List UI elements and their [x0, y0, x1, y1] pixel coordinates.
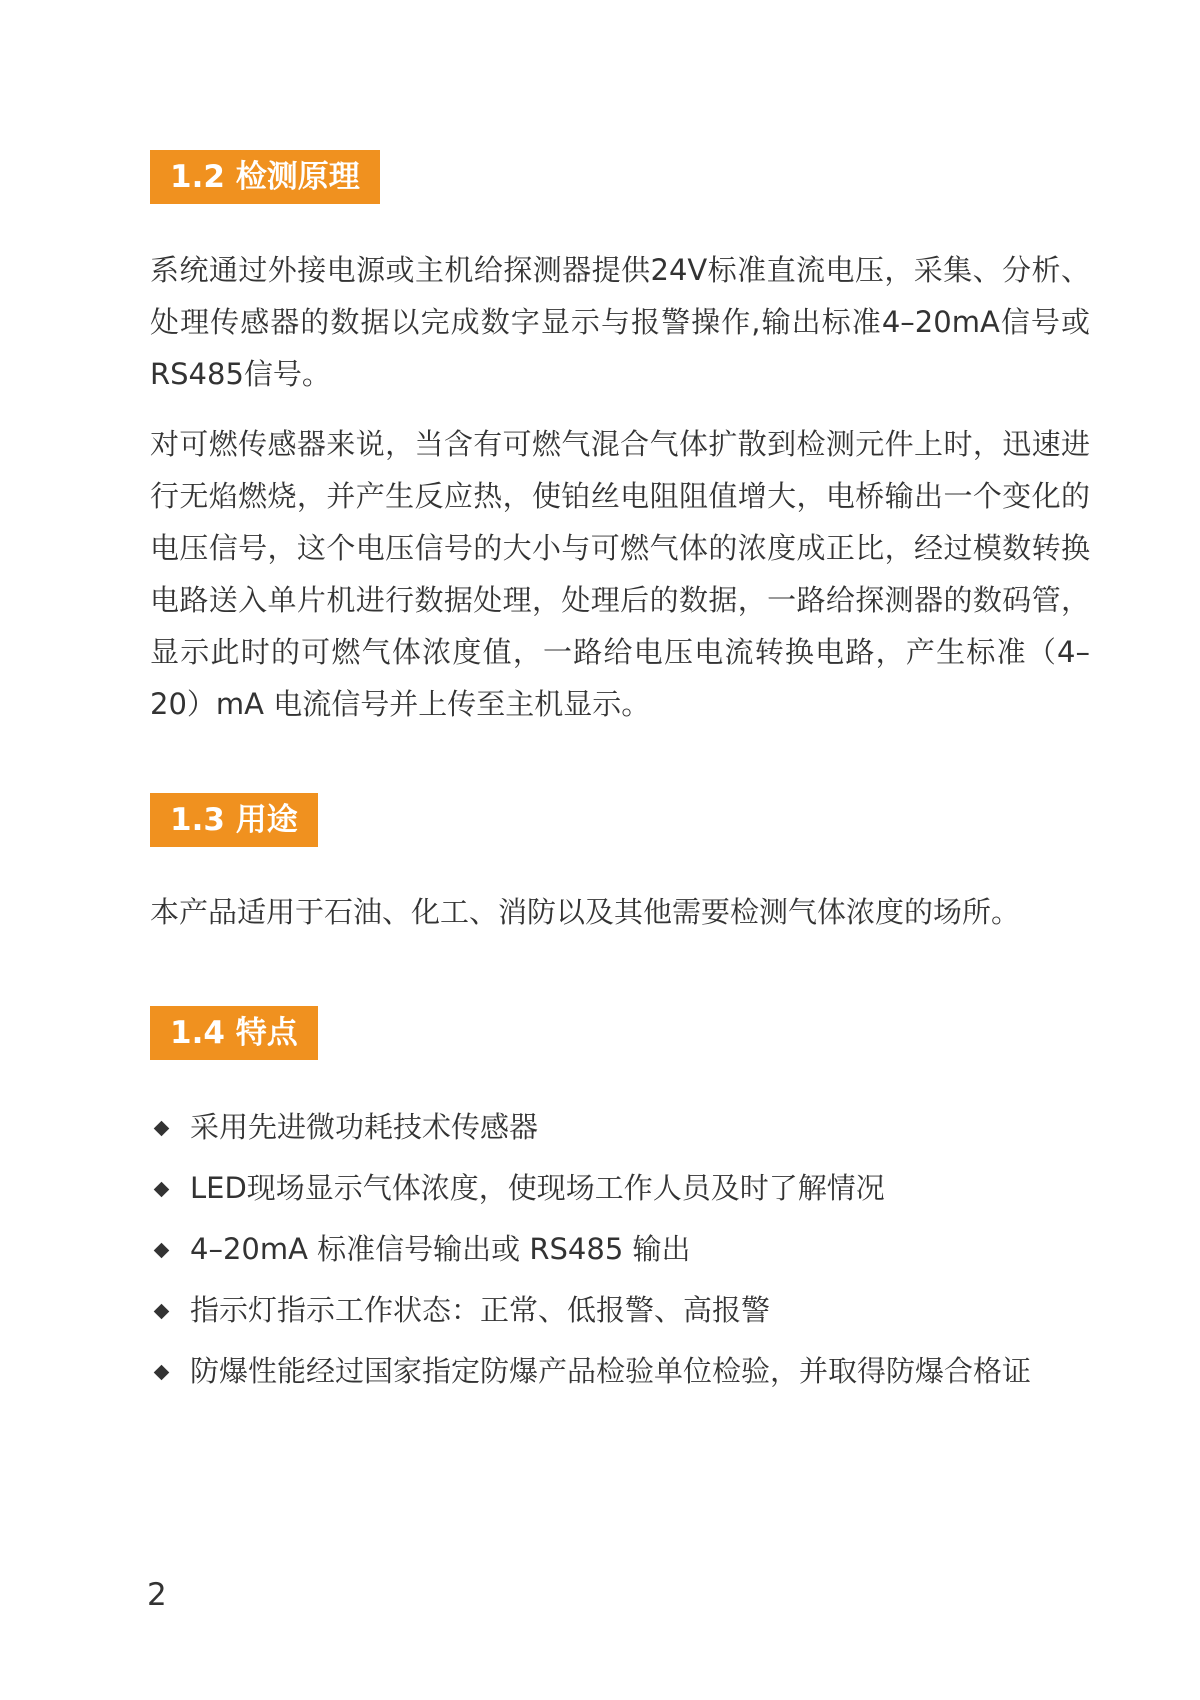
- feature-item: [150, 1158, 1090, 1219]
- feature-item-text: LED现场显示气体浓度，使现场工作人员及时了解情况: [190, 1171, 885, 1205]
- section-heading-features: 1.4 特点: [150, 1006, 318, 1060]
- feature-item: [150, 1280, 1090, 1341]
- feature-item-text: 防爆性能经过国家指定防爆产品检验单位检验，并取得防爆合格证: [190, 1354, 1032, 1388]
- usage-paragraph: 本产品适用于石油、化工、消防以及其他需要检测气体浓度的场所。: [150, 895, 1021, 929]
- feature-item-text: 采用先进微功耗技术传感器: [190, 1110, 539, 1144]
- feature-item: [150, 1097, 1090, 1158]
- features-list: [150, 1097, 1090, 1402]
- section-heading-usage: 1.3 用途: [150, 793, 318, 847]
- principle-paragraph-1: 系统通过外接电源或主机给探测器提供24V标准直流电压，采集、分析、处理传感器的数据以完成数字显示与报警操作,输出标准4–20mA信号或RS485信号。: [150, 253, 1090, 391]
- diamond-bullet-icon: [154, 1365, 170, 1381]
- feature-item-text: 指示灯指示工作状态：正常、低报警、高报警: [190, 1293, 771, 1327]
- diamond-bullet-icon: [154, 1243, 170, 1259]
- diamond-bullet-icon: [154, 1182, 170, 1198]
- diamond-bullet-icon: [154, 1304, 170, 1320]
- feature-item-text: 4–20mA 标准信号输出或 RS485 输出: [190, 1232, 691, 1266]
- principle-paragraph-2: 对可燃传感器来说，当含有可燃气混合气体扩散到检测元件上时，迅速进行无焰燃烧，并产生反应热，使铂丝电阻阻值增大，电桥输出一个变化的电压信号，这个电压信号的大小与可燃气体的浓度成正比，经过模数转换电路送入单片机进行数据处理，处理后的数据，一路给探测器的数码管，显示此时的可燃气体浓度值，一路给电压电流转换电路，产生标准（4–20）mA 电流信号并上传至主机显示。: [150, 427, 1090, 721]
- diamond-bullet-icon: [154, 1121, 170, 1137]
- feature-item: [150, 1341, 1090, 1402]
- feature-item: [150, 1219, 1090, 1280]
- section-heading-principle: 1.2 检测原理: [150, 150, 380, 204]
- page-number: 2: [147, 1577, 167, 1613]
